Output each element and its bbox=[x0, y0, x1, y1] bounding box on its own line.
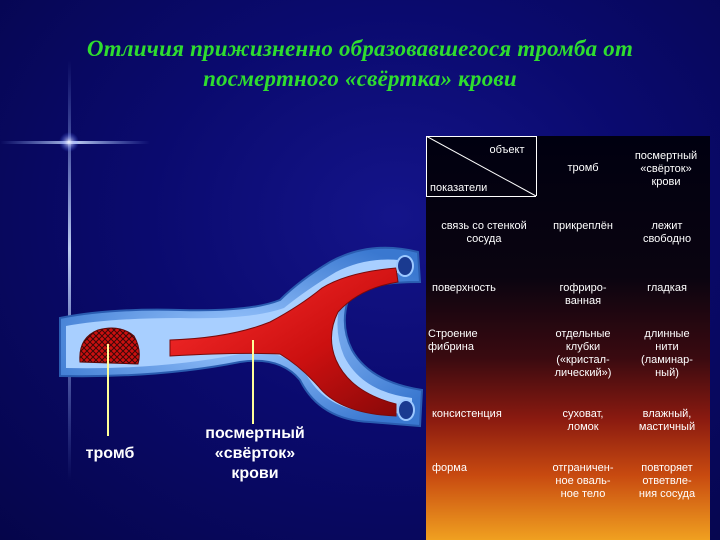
row-2-clot-line-1: гладкая bbox=[647, 282, 687, 294]
row-1-clot-line-2: свободно bbox=[642, 233, 692, 245]
row-4-feature bbox=[432, 408, 542, 421]
row-3-clot-line-4: ный) bbox=[655, 367, 679, 379]
clot-label-line-2: «свёрток» bbox=[214, 445, 296, 462]
row-3-clot bbox=[624, 328, 710, 380]
row-4-clot-line-1: влажный, bbox=[642, 408, 692, 420]
row-5-feature-line-1: форма bbox=[432, 462, 467, 474]
row-5-thrombus-line-3: ное тело bbox=[560, 488, 606, 500]
row-1-thrombus bbox=[540, 220, 626, 233]
row-3-clot-line-2: нити bbox=[655, 341, 679, 353]
title-line-1: Отличия прижизненно образовавшегося тромба от bbox=[86, 36, 634, 61]
row-5-thrombus-line-1: отграничен- bbox=[552, 462, 614, 474]
header-col-clot-line-2: «свёрток» bbox=[640, 163, 692, 175]
slide-title bbox=[20, 34, 700, 94]
row-4-thrombus-line-2: ломок bbox=[567, 421, 599, 433]
row-5-clot-line-2: ответвле- bbox=[642, 475, 692, 487]
row-3-clot-line-1: длинные bbox=[644, 328, 690, 340]
row-3-thrombus-line-1: отдельные bbox=[555, 328, 611, 340]
header-col-clot-line-3: крови bbox=[651, 176, 681, 188]
row-2-clot bbox=[624, 282, 710, 295]
row-2-thrombus bbox=[540, 282, 626, 308]
header-indicators: показатели bbox=[430, 182, 488, 194]
title-line-2: посмертного «свёртка» крови bbox=[203, 66, 517, 91]
clot-pointer bbox=[252, 340, 254, 424]
row-3-clot-line-3: (ламинар- bbox=[641, 354, 693, 366]
row-2-feature bbox=[432, 282, 542, 295]
row-1-feature-line-2: сосуда bbox=[466, 233, 502, 245]
header-col-clot-line-1: посмертный bbox=[634, 150, 698, 162]
row-4-feature-line-1: консистенция bbox=[432, 408, 502, 420]
row-3-feature-line-1: Строение bbox=[428, 328, 478, 340]
row-4-clot bbox=[624, 408, 710, 434]
thrombus-label: тромб bbox=[85, 445, 135, 462]
clot-label-line-3: крови bbox=[231, 465, 279, 482]
row-3-thrombus-line-2: клубки bbox=[565, 341, 601, 353]
row-2-feature-line-1: поверхность bbox=[432, 282, 496, 294]
postmortem-clot bbox=[170, 268, 398, 416]
row-5-feature bbox=[432, 462, 542, 475]
comparison-table bbox=[426, 136, 710, 540]
row-1-clot bbox=[624, 220, 710, 246]
row-3-thrombus bbox=[540, 328, 626, 380]
row-4-clot-line-2: мастичный bbox=[638, 421, 696, 433]
row-5-clot-line-3: ния сосуда bbox=[638, 488, 696, 500]
thrombus-pointer bbox=[107, 344, 109, 436]
header-col-clot bbox=[622, 150, 710, 189]
row-5-clot bbox=[624, 462, 710, 501]
row-2-thrombus-line-1: гофриро- bbox=[559, 282, 607, 294]
clot-label bbox=[190, 424, 320, 484]
clot-label-line-1: посмертный bbox=[205, 425, 305, 442]
row-4-thrombus-line-1: суховат, bbox=[562, 408, 604, 420]
header-col-thrombus: тромб bbox=[567, 162, 599, 174]
row-3-thrombus-line-4: лический») bbox=[554, 367, 612, 379]
row-1-thrombus-line-1: прикреплён bbox=[553, 220, 613, 232]
row-1-feature bbox=[426, 220, 542, 246]
row-3-feature bbox=[428, 328, 538, 354]
row-3-thrombus-line-3: («кристал- bbox=[556, 354, 610, 366]
row-5-thrombus-line-2: ное оваль- bbox=[555, 475, 611, 487]
row-1-feature-line-1: связь со стенкой bbox=[441, 220, 527, 232]
row-4-thrombus bbox=[540, 408, 626, 434]
row-5-clot-line-1: повторяет bbox=[641, 462, 693, 474]
row-5-thrombus bbox=[540, 462, 626, 501]
header-object: объект bbox=[489, 144, 525, 156]
row-2-thrombus-line-2: ванная bbox=[564, 295, 602, 307]
row-3-feature-line-2: фибрина bbox=[428, 341, 474, 353]
row-1-clot-line-1: лежит bbox=[651, 220, 683, 232]
